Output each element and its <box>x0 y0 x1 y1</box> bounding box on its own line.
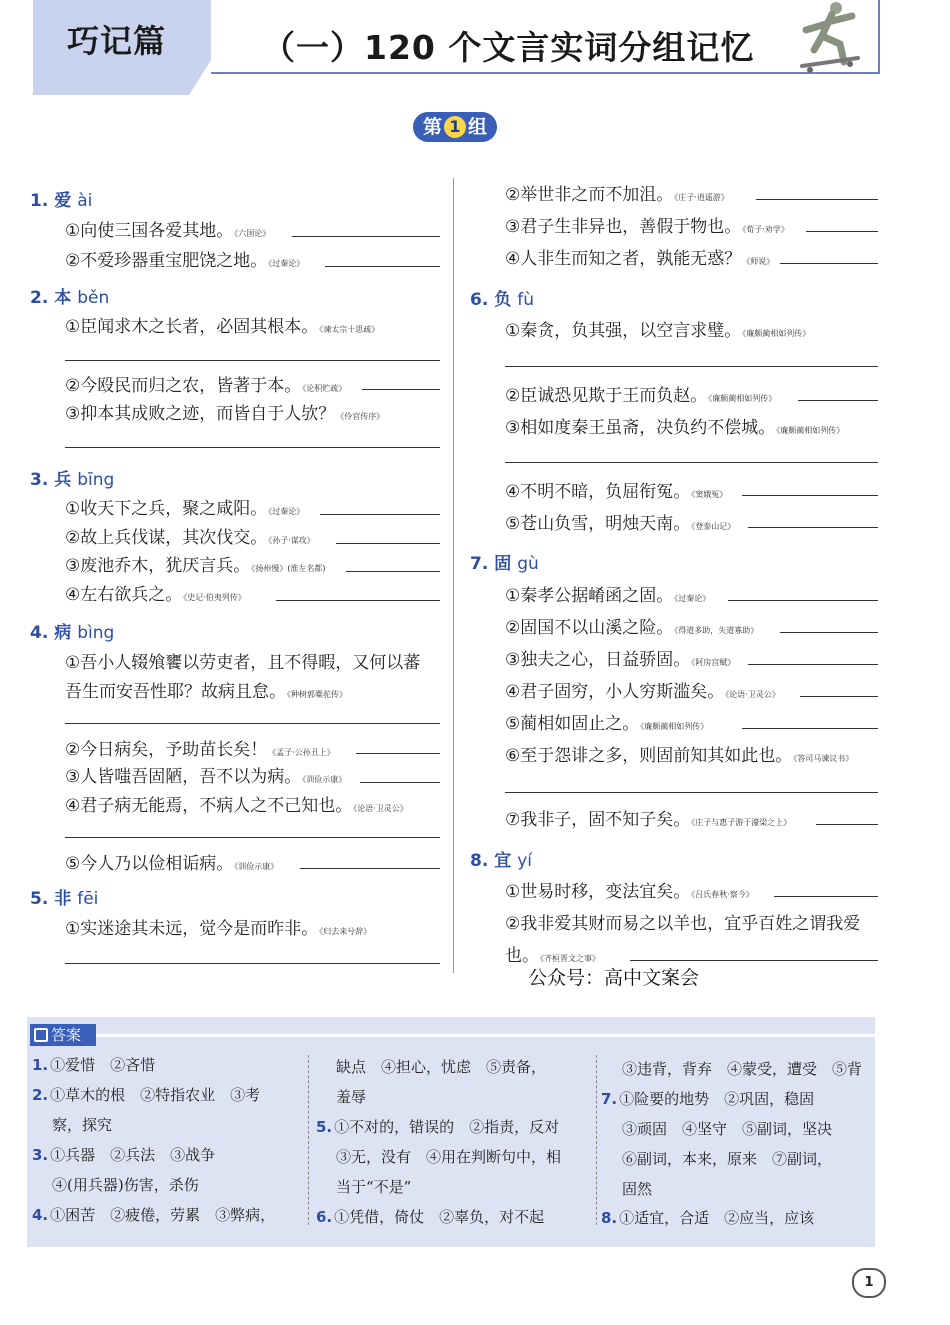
sentence-source: 《答司马谏议书》 <box>793 754 854 763</box>
sentence-text: ⑤苍山负雪，明烛天南。 <box>505 514 691 534</box>
entry-pinyin: fēi <box>77 889 99 909</box>
example-sentence <box>505 909 860 934</box>
example-sentence <box>505 477 727 502</box>
section-tag <box>33 0 211 95</box>
example-sentence <box>505 877 754 902</box>
answer-text: 羞辱 <box>336 1088 367 1106</box>
example-sentence <box>65 246 304 271</box>
sentence-source: 《窦娥冤》 <box>691 490 728 499</box>
example-sentence <box>505 805 791 830</box>
sentence-text: ②我非爱其财而易之以羊也，宜乎百姓之谓我爱 <box>505 914 861 934</box>
sentence-source: 《归去来兮辞》 <box>319 927 372 936</box>
page-number: 1 <box>852 1268 886 1298</box>
answer-num: 8. <box>601 1209 618 1227</box>
answer-line[interactable] <box>65 447 440 448</box>
example-sentence <box>65 551 326 576</box>
sentence-text: ①收天下之兵，聚之咸阳。 <box>65 499 268 519</box>
answer-line[interactable] <box>360 782 440 783</box>
answer-line[interactable] <box>742 495 878 496</box>
sentence-source: 《六国论》 <box>234 229 271 238</box>
answer-line[interactable] <box>65 963 440 964</box>
answer-num: 6. <box>316 1208 333 1226</box>
answer-line[interactable] <box>780 632 878 633</box>
answer-line[interactable] <box>325 266 440 267</box>
sentence-source: 《吕氏春秋·察今》 <box>691 890 754 899</box>
sentence-source: 《孙子·谋攻》 <box>268 536 315 545</box>
example-sentence <box>505 645 735 670</box>
sentence-source: 《孟子·公孙丑上》 <box>268 748 335 757</box>
skateboarder-icon <box>792 0 868 80</box>
answer-num: 3. <box>32 1146 49 1164</box>
answer-line-text <box>601 1207 814 1228</box>
sentence-source: 《伶官传序》 <box>336 412 385 421</box>
answer-line[interactable] <box>774 896 878 897</box>
sentence-source: 《齐桓晋文之事》 <box>540 954 600 963</box>
sentence-text: ①秦贪，负其强，以空言求璧。 <box>505 321 742 341</box>
sentence-source: 《种树郭橐驼传》 <box>287 690 347 699</box>
sentence-text: ③君子生非异也，善假于物也。 <box>505 217 742 237</box>
sentence-text: ③废池乔木，犹厌言兵。 <box>65 556 251 576</box>
sentence-text: ②举世非之而不加沮。 <box>505 185 674 205</box>
answer-line-text <box>316 1116 559 1137</box>
entry-heading <box>30 884 98 909</box>
example-sentence <box>505 677 780 702</box>
sentence-source: 《论积贮疏》 <box>302 384 347 393</box>
sentence-source: 《庄子与惠子游于濠梁之上》 <box>691 818 792 827</box>
example-sentence <box>65 762 346 787</box>
answer-line[interactable] <box>65 723 440 724</box>
answer-text: ①困苦 ②疲倦，劳累 ③弊病， <box>50 1206 276 1224</box>
sentence-source: 《训俭示康》 <box>234 862 279 871</box>
answer-text: 缺点 ④担心，忧虑 ⑤责备， <box>336 1058 547 1076</box>
sentence-source: 《师说》 <box>742 257 775 266</box>
entry-pinyin: yí <box>517 851 533 871</box>
entry-char: 1. 爱 <box>30 191 72 211</box>
answer-line[interactable] <box>748 527 878 528</box>
answer-text: 固然 <box>622 1180 653 1198</box>
answer-header-band <box>96 1034 875 1037</box>
sentence-source: 《论语·卫灵公》 <box>725 690 780 699</box>
sentence-text: ④左右欲兵之。 <box>65 585 183 605</box>
answer-text: ③无，没有 ④用在判断句中，相 <box>336 1148 562 1166</box>
answer-line-text <box>32 1084 260 1105</box>
answer-line[interactable] <box>346 571 440 572</box>
answer-line-text <box>620 1058 862 1079</box>
entry-pinyin: gù <box>517 554 539 574</box>
answer-title-text: 答案 <box>51 1026 82 1044</box>
example-sentence <box>65 312 379 337</box>
title-border-right <box>878 0 880 74</box>
sentence-text: ③抑本其成败之迹，而皆自于人欤？ <box>65 404 336 424</box>
example-sentence <box>505 709 708 734</box>
entry-char: 2. 本 <box>30 288 72 308</box>
answer-line-text <box>620 1178 652 1199</box>
sentence-text: ②固国不以山溪之险。 <box>505 618 674 638</box>
answer-line[interactable] <box>800 696 878 697</box>
answer-line-text <box>32 1144 215 1165</box>
answer-line[interactable] <box>356 753 440 754</box>
example-sentence <box>65 791 408 816</box>
group-badge-prefix: 第 <box>422 116 442 138</box>
answer-column-separator <box>308 1055 310 1225</box>
entry-heading <box>470 846 532 871</box>
answer-num: 1. <box>32 1056 49 1074</box>
page-title: （一）120 个文言实词分组记忆 <box>262 28 755 67</box>
example-sentence <box>65 216 270 241</box>
sentence-text: 也。 <box>505 946 539 966</box>
sentence-source: 《廉颇蔺相如列传》 <box>640 722 709 731</box>
entry-char: 5. 非 <box>30 889 72 909</box>
answer-line-text <box>334 1056 546 1077</box>
example-sentence <box>505 316 810 341</box>
sentence-text: ④君子病无能焉，不病人之不己知也。 <box>65 796 353 816</box>
sentence-text: ④君子固穷，小人穷斯滥矣。 <box>505 682 725 702</box>
answer-line-text <box>50 1114 112 1135</box>
answer-line-text <box>316 1206 544 1227</box>
answer-num: 2. <box>32 1086 49 1104</box>
sentence-text: ①秦孝公据崤函之固。 <box>505 586 674 606</box>
entry-heading <box>470 285 534 310</box>
column-divider <box>453 178 454 973</box>
answer-text: 察，探究 <box>52 1116 113 1134</box>
example-sentence <box>505 413 844 438</box>
sentence-text: ①世易时移，变法宜矣。 <box>505 882 691 902</box>
answer-column-separator <box>596 1055 598 1225</box>
example-sentence <box>65 849 278 874</box>
answer-line[interactable] <box>65 837 440 838</box>
answer-line[interactable] <box>742 728 878 729</box>
sentence-text: ②臣诚恐见欺于王而负赵。 <box>505 386 708 406</box>
answer-line-text <box>334 1086 366 1107</box>
sentence-text: ①吾小人辍飧饔以劳吏者，且不得暇，又何以蕃 <box>65 653 421 673</box>
sentence-source: 《廉颇蔺相如列传》 <box>776 426 845 435</box>
group-badge <box>413 112 497 142</box>
answer-text: ③顽固 ④坚守 ⑤副词，坚决 <box>622 1120 833 1138</box>
example-sentence <box>65 735 335 760</box>
answer-line-text <box>334 1176 411 1197</box>
section-tag-label: 巧记篇 <box>67 22 167 60</box>
answer-text: ①险要的地势 ②巩固，稳固 <box>619 1090 815 1108</box>
sentence-text: ④人非生而知之者，孰能无惑？ <box>505 249 742 269</box>
example-sentence <box>65 648 420 673</box>
sentence-text: ①臣闻求木之长者，必固其根本。 <box>65 317 319 337</box>
entry-char: 4. 病 <box>30 623 72 643</box>
watermark: 公众号：高中文案会 <box>528 967 700 989</box>
entry-pinyin: fù <box>517 290 534 310</box>
sentence-text: ⑥至于怨诽之多，则固前知其如此也。 <box>505 746 793 766</box>
title-underline <box>211 72 879 74</box>
answer-text: ①草木的根 ②特指农业 ③考 <box>50 1086 261 1104</box>
answer-line[interactable] <box>320 514 440 515</box>
example-sentence <box>65 399 384 424</box>
entry-pinyin: bìng <box>77 623 115 643</box>
group-badge-suffix: 组 <box>468 116 488 138</box>
answer-book-icon <box>34 1028 48 1042</box>
sentence-text: ③相如度秦王虽斋，决负约不偿城。 <box>505 418 776 438</box>
answer-line[interactable] <box>505 792 878 793</box>
sentence-source: 《庄子·逍遥游》 <box>674 193 729 202</box>
entry-char: 7. 固 <box>470 554 512 574</box>
group-badge-number: 1 <box>444 116 466 138</box>
sentence-text: ④不明不暗，负屈衔冤。 <box>505 482 691 502</box>
answer-text: ④(用兵器)伤害，杀伤 <box>52 1176 199 1194</box>
entry-pinyin: ài <box>77 191 93 211</box>
entry-char: 8. 宜 <box>470 851 512 871</box>
sentence-source: 《史记·伯夷列传》 <box>183 593 246 602</box>
sentence-source: 《训俭示康》 <box>302 775 347 784</box>
sentence-text: ⑤蔺相如固止之。 <box>505 714 640 734</box>
answer-text: 当于“不是” <box>336 1178 412 1196</box>
entry-heading <box>30 283 109 308</box>
sentence-text: ⑤今人乃以俭相诟病。 <box>65 854 234 874</box>
sentence-text: ②今日病矣，予助苗长矣！ <box>65 740 268 760</box>
answer-line[interactable] <box>65 360 440 361</box>
sentence-text: ②故上兵伐谋，其次伐交。 <box>65 528 268 548</box>
example-sentence <box>505 613 758 638</box>
answer-title <box>30 1024 96 1046</box>
entry-heading <box>30 465 114 490</box>
example-sentence <box>65 523 315 548</box>
answer-line[interactable] <box>748 664 878 665</box>
sentence-source: 《谏太宗十思疏》 <box>319 325 380 334</box>
example-sentence <box>505 244 774 269</box>
answer-line[interactable] <box>816 824 878 825</box>
answer-line[interactable] <box>336 543 440 544</box>
example-sentence <box>505 581 710 606</box>
answer-text: ①兵器 ②兵法 ③战争 <box>50 1146 216 1164</box>
sentence-source: 《廉颇蔺相如列传》 <box>708 394 777 403</box>
answer-line[interactable] <box>798 400 878 401</box>
answer-text: ⑥副词，本来，原来 ⑦副词， <box>622 1150 833 1168</box>
answer-line[interactable] <box>756 199 878 200</box>
answer-text: ①爱惜 ②吝惜 <box>50 1056 156 1074</box>
sentence-source: 《过秦论》 <box>268 259 305 268</box>
answer-num: 4. <box>32 1206 49 1224</box>
answer-line-text <box>620 1118 832 1139</box>
sentence-text: ②今殴民而归之农，皆著于本。 <box>65 376 302 396</box>
sentence-source: 《论语·卫灵公》 <box>353 804 408 813</box>
entry-char: 6. 负 <box>470 290 512 310</box>
sentence-source: 《登泰山记》 <box>691 522 736 531</box>
answer-line-text <box>32 1204 275 1225</box>
sentence-text: ③独夫之心，日益骄固。 <box>505 650 691 670</box>
answer-num: 7. <box>601 1090 618 1108</box>
example-sentence <box>505 509 735 534</box>
answer-num: 5. <box>316 1118 333 1136</box>
sentence-text: ③人皆嗤吾固陋，吾不以为病。 <box>65 767 302 787</box>
example-sentence <box>505 180 729 205</box>
entry-heading <box>470 549 539 574</box>
example-sentence <box>505 212 789 237</box>
answer-text: ①不对的，错误的 ②指责，反对 <box>334 1118 560 1136</box>
answer-line[interactable] <box>505 366 878 367</box>
tag-corner <box>189 60 211 95</box>
answer-line[interactable] <box>728 600 878 601</box>
answer-line-text <box>334 1146 561 1167</box>
sentence-text: ⑦我非子，固不知子矣。 <box>505 810 691 830</box>
sentence-source: 《廉颇蔺相如列传》 <box>742 329 811 338</box>
answer-text: ③违背，背弃 ④蒙受，遭受 ⑤背 <box>622 1060 863 1078</box>
sentence-source: 《荀子·劝学》 <box>742 225 789 234</box>
entry-heading <box>30 618 114 643</box>
example-sentence <box>65 677 347 702</box>
entry-heading <box>30 186 92 211</box>
answer-line[interactable] <box>300 868 440 869</box>
sentence-text: ②不爱珍器重宝肥饶之地。 <box>65 251 268 271</box>
sentence-source: 《过秦论》 <box>674 594 711 603</box>
sentence-source: 《得道多助，失道寡助》 <box>674 626 759 635</box>
example-sentence <box>65 580 246 605</box>
sentence-text: 吾生而安吾性耶？故病且怠。 <box>65 682 286 702</box>
answer-line-text <box>601 1088 814 1109</box>
answer-line[interactable] <box>806 231 878 232</box>
sentence-text: ①向使三国各爱其地。 <box>65 221 234 241</box>
example-sentence <box>65 494 304 519</box>
entry-char: 3. 兵 <box>30 470 72 490</box>
answer-line[interactable] <box>630 960 878 961</box>
answer-line-text <box>50 1174 199 1195</box>
answer-line-text <box>620 1148 832 1169</box>
example-sentence <box>65 914 371 939</box>
example-sentence <box>65 371 346 396</box>
sentence-source: 《扬州慢》(淮左名都) <box>251 564 326 573</box>
answer-line-text <box>32 1054 155 1075</box>
answer-text: ①凭借，倚仗 ②辜负，对不起 <box>334 1208 545 1226</box>
answer-line[interactable] <box>276 600 440 601</box>
sentence-source: 《过秦论》 <box>268 507 305 516</box>
answer-line[interactable] <box>362 389 440 390</box>
example-sentence <box>505 381 776 406</box>
answer-line[interactable] <box>780 263 878 264</box>
entry-pinyin: bīng <box>77 470 115 490</box>
sentence-source: 《阿房宫赋》 <box>691 658 736 667</box>
answer-line[interactable] <box>292 236 440 237</box>
example-sentence <box>505 741 853 766</box>
entry-pinyin: běn <box>77 288 110 308</box>
answer-text: ①适宜，合适 ②应当，应该 <box>619 1209 815 1227</box>
answer-line[interactable] <box>505 462 878 463</box>
sentence-text: ①实迷途其未远，觉今是而昨非。 <box>65 919 319 939</box>
